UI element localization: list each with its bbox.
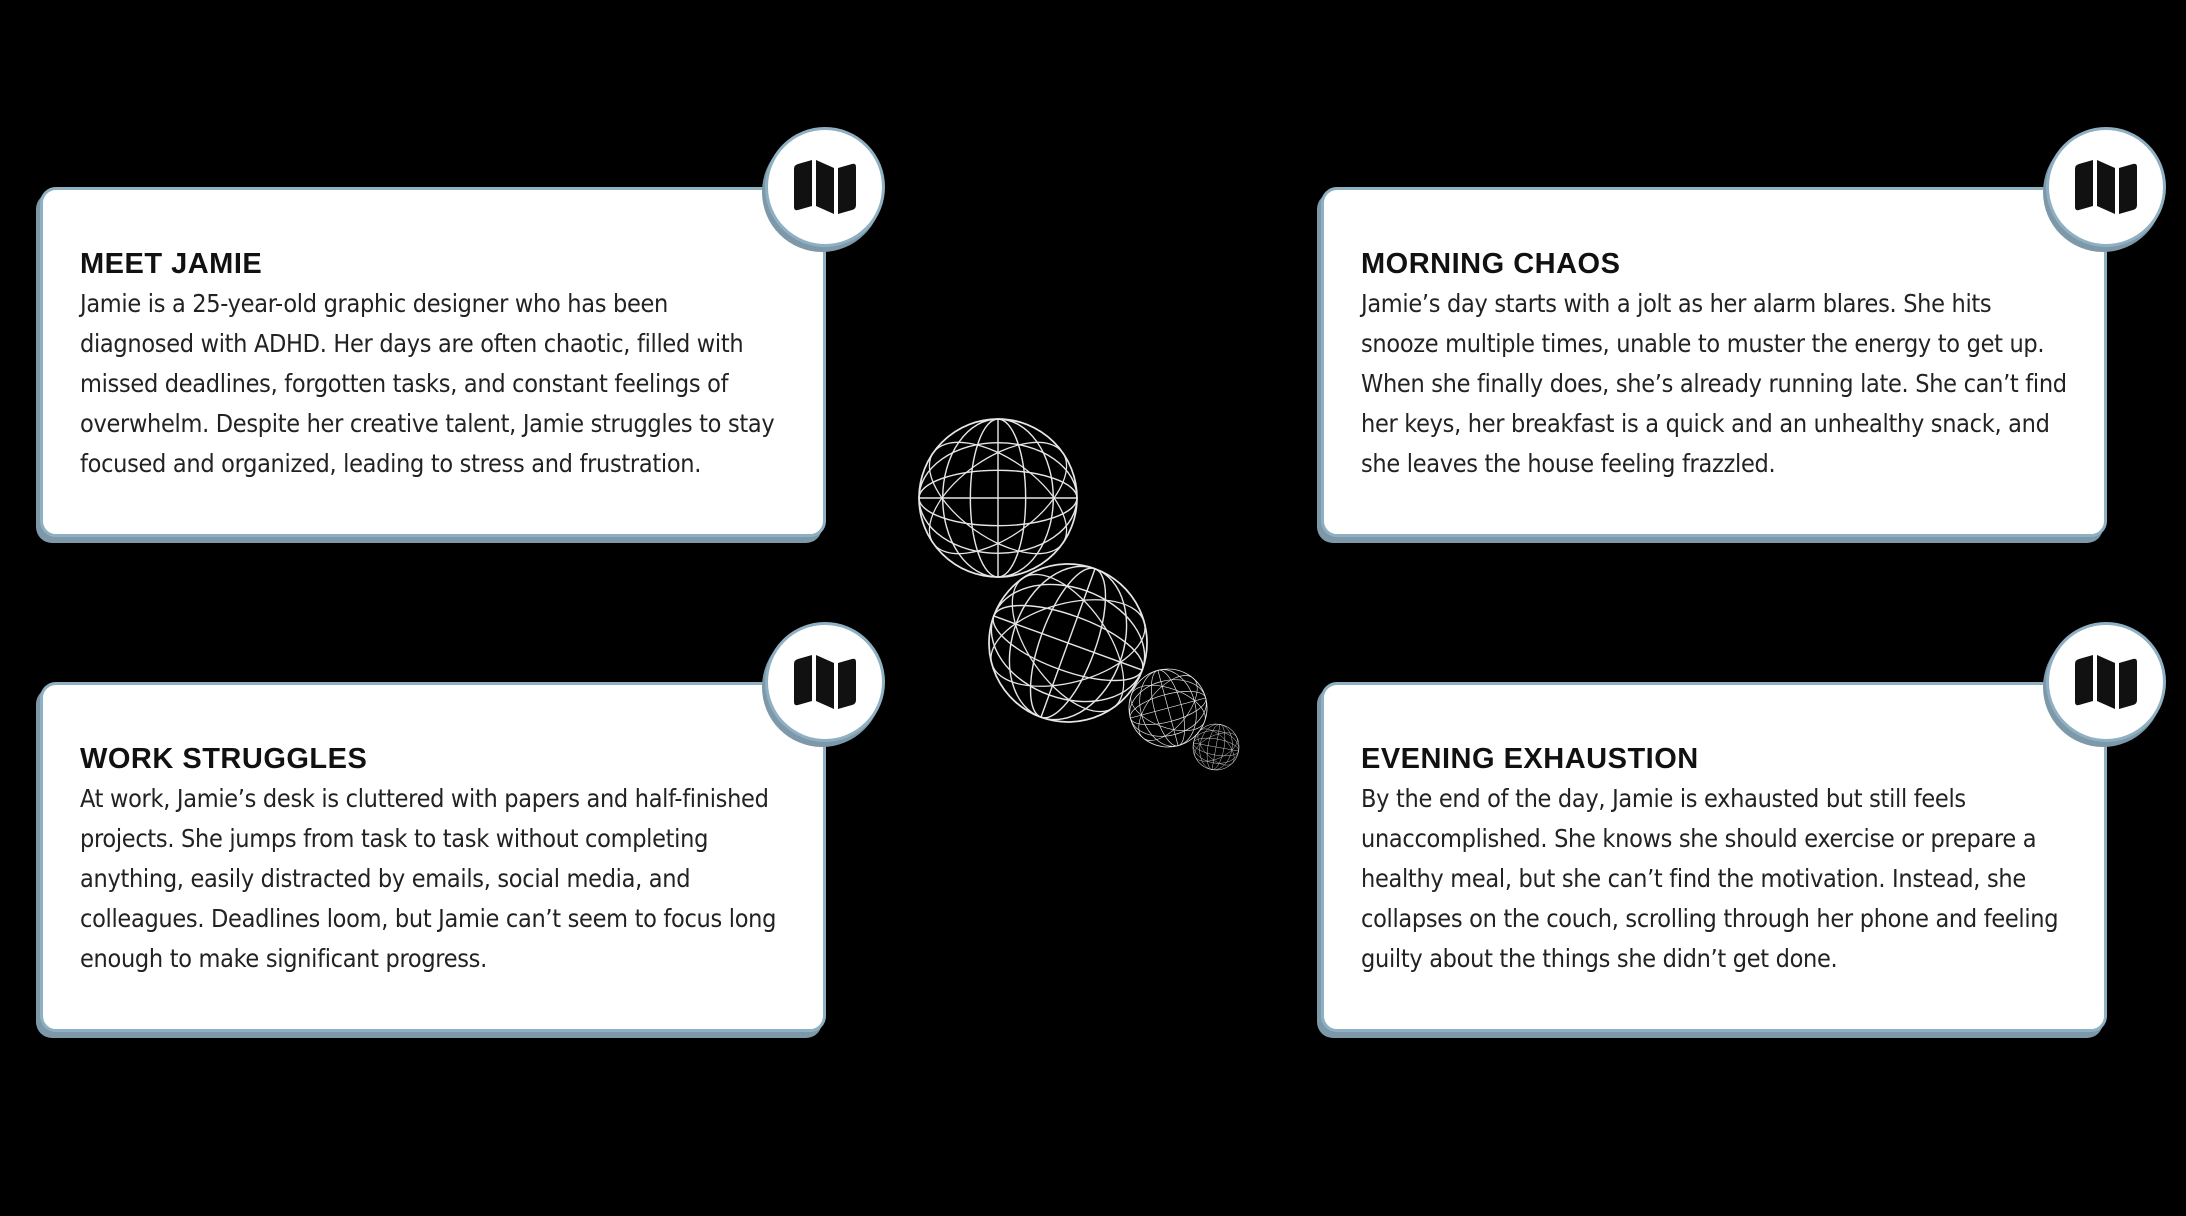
wireframe-sphere-icon bbox=[911, 419, 1086, 577]
story-card-work-struggles bbox=[40, 682, 826, 1032]
map-icon-badge bbox=[2046, 622, 2166, 742]
wireframe-sphere-icon bbox=[1116, 659, 1220, 757]
map-icon-badge bbox=[765, 622, 885, 742]
card-title: MEET JAMIE bbox=[80, 248, 263, 280]
wireframe-sphere-icon bbox=[1187, 720, 1245, 774]
card-text: By the end of the day, Jamie is exhausted but still feels unaccomplished. She knows she should exercise or prepare a healthy meal, but she can’t find the motivation. Instead, she collapses on the couch, scrolling through her phone and feeling guilty about the things she didn’t get done. bbox=[1361, 784, 2059, 973]
story-card-morning-chaos bbox=[1321, 187, 2107, 537]
card-title: MORNING CHAOS bbox=[1361, 248, 1621, 280]
card-text: Jamie’s day starts with a jolt as her alarm blares. She hits snooze multiple times, unable to muster the energy to get up. When she finally does, she’s already running late. She can’t find her keys, her breakfast is a quick and an unhealthy snack, and she leaves the house feeling frazzled. bbox=[1361, 289, 2067, 478]
map-icon bbox=[2073, 159, 2139, 215]
story-card-meet-jamie bbox=[40, 187, 826, 537]
wireframe-spheres bbox=[900, 400, 1260, 800]
story-card-evening-exhaustion bbox=[1321, 682, 2107, 1032]
card-text: At work, Jamie’s desk is cluttered with papers and half-finished projects. She jumps from task to task without completing anything, easily distracted by emails, social media, and colleagues. Deadlines loom, but Jamie can’t seem to focus long enough to make significant progress. bbox=[80, 784, 777, 973]
map-icon-badge bbox=[2046, 127, 2166, 247]
map-icon-badge bbox=[765, 127, 885, 247]
card-title: WORK STRUGGLES bbox=[80, 743, 368, 775]
wireframe-sphere-icon bbox=[959, 539, 1177, 747]
map-icon bbox=[2073, 654, 2139, 710]
map-icon bbox=[792, 159, 858, 215]
card-text: Jamie is a 25-year-old graphic designer who has been diagnosed with ADHD. Her days are often chaotic, filled with missed deadlines, forgotten tasks, and constant feelings of overwhelm. Despite her creative talent, Jamie struggles to stay focused and organized, leading to stress and frustration. bbox=[80, 289, 775, 478]
map-icon bbox=[792, 654, 858, 710]
card-title: EVENING EXHAUSTION bbox=[1361, 743, 1699, 775]
